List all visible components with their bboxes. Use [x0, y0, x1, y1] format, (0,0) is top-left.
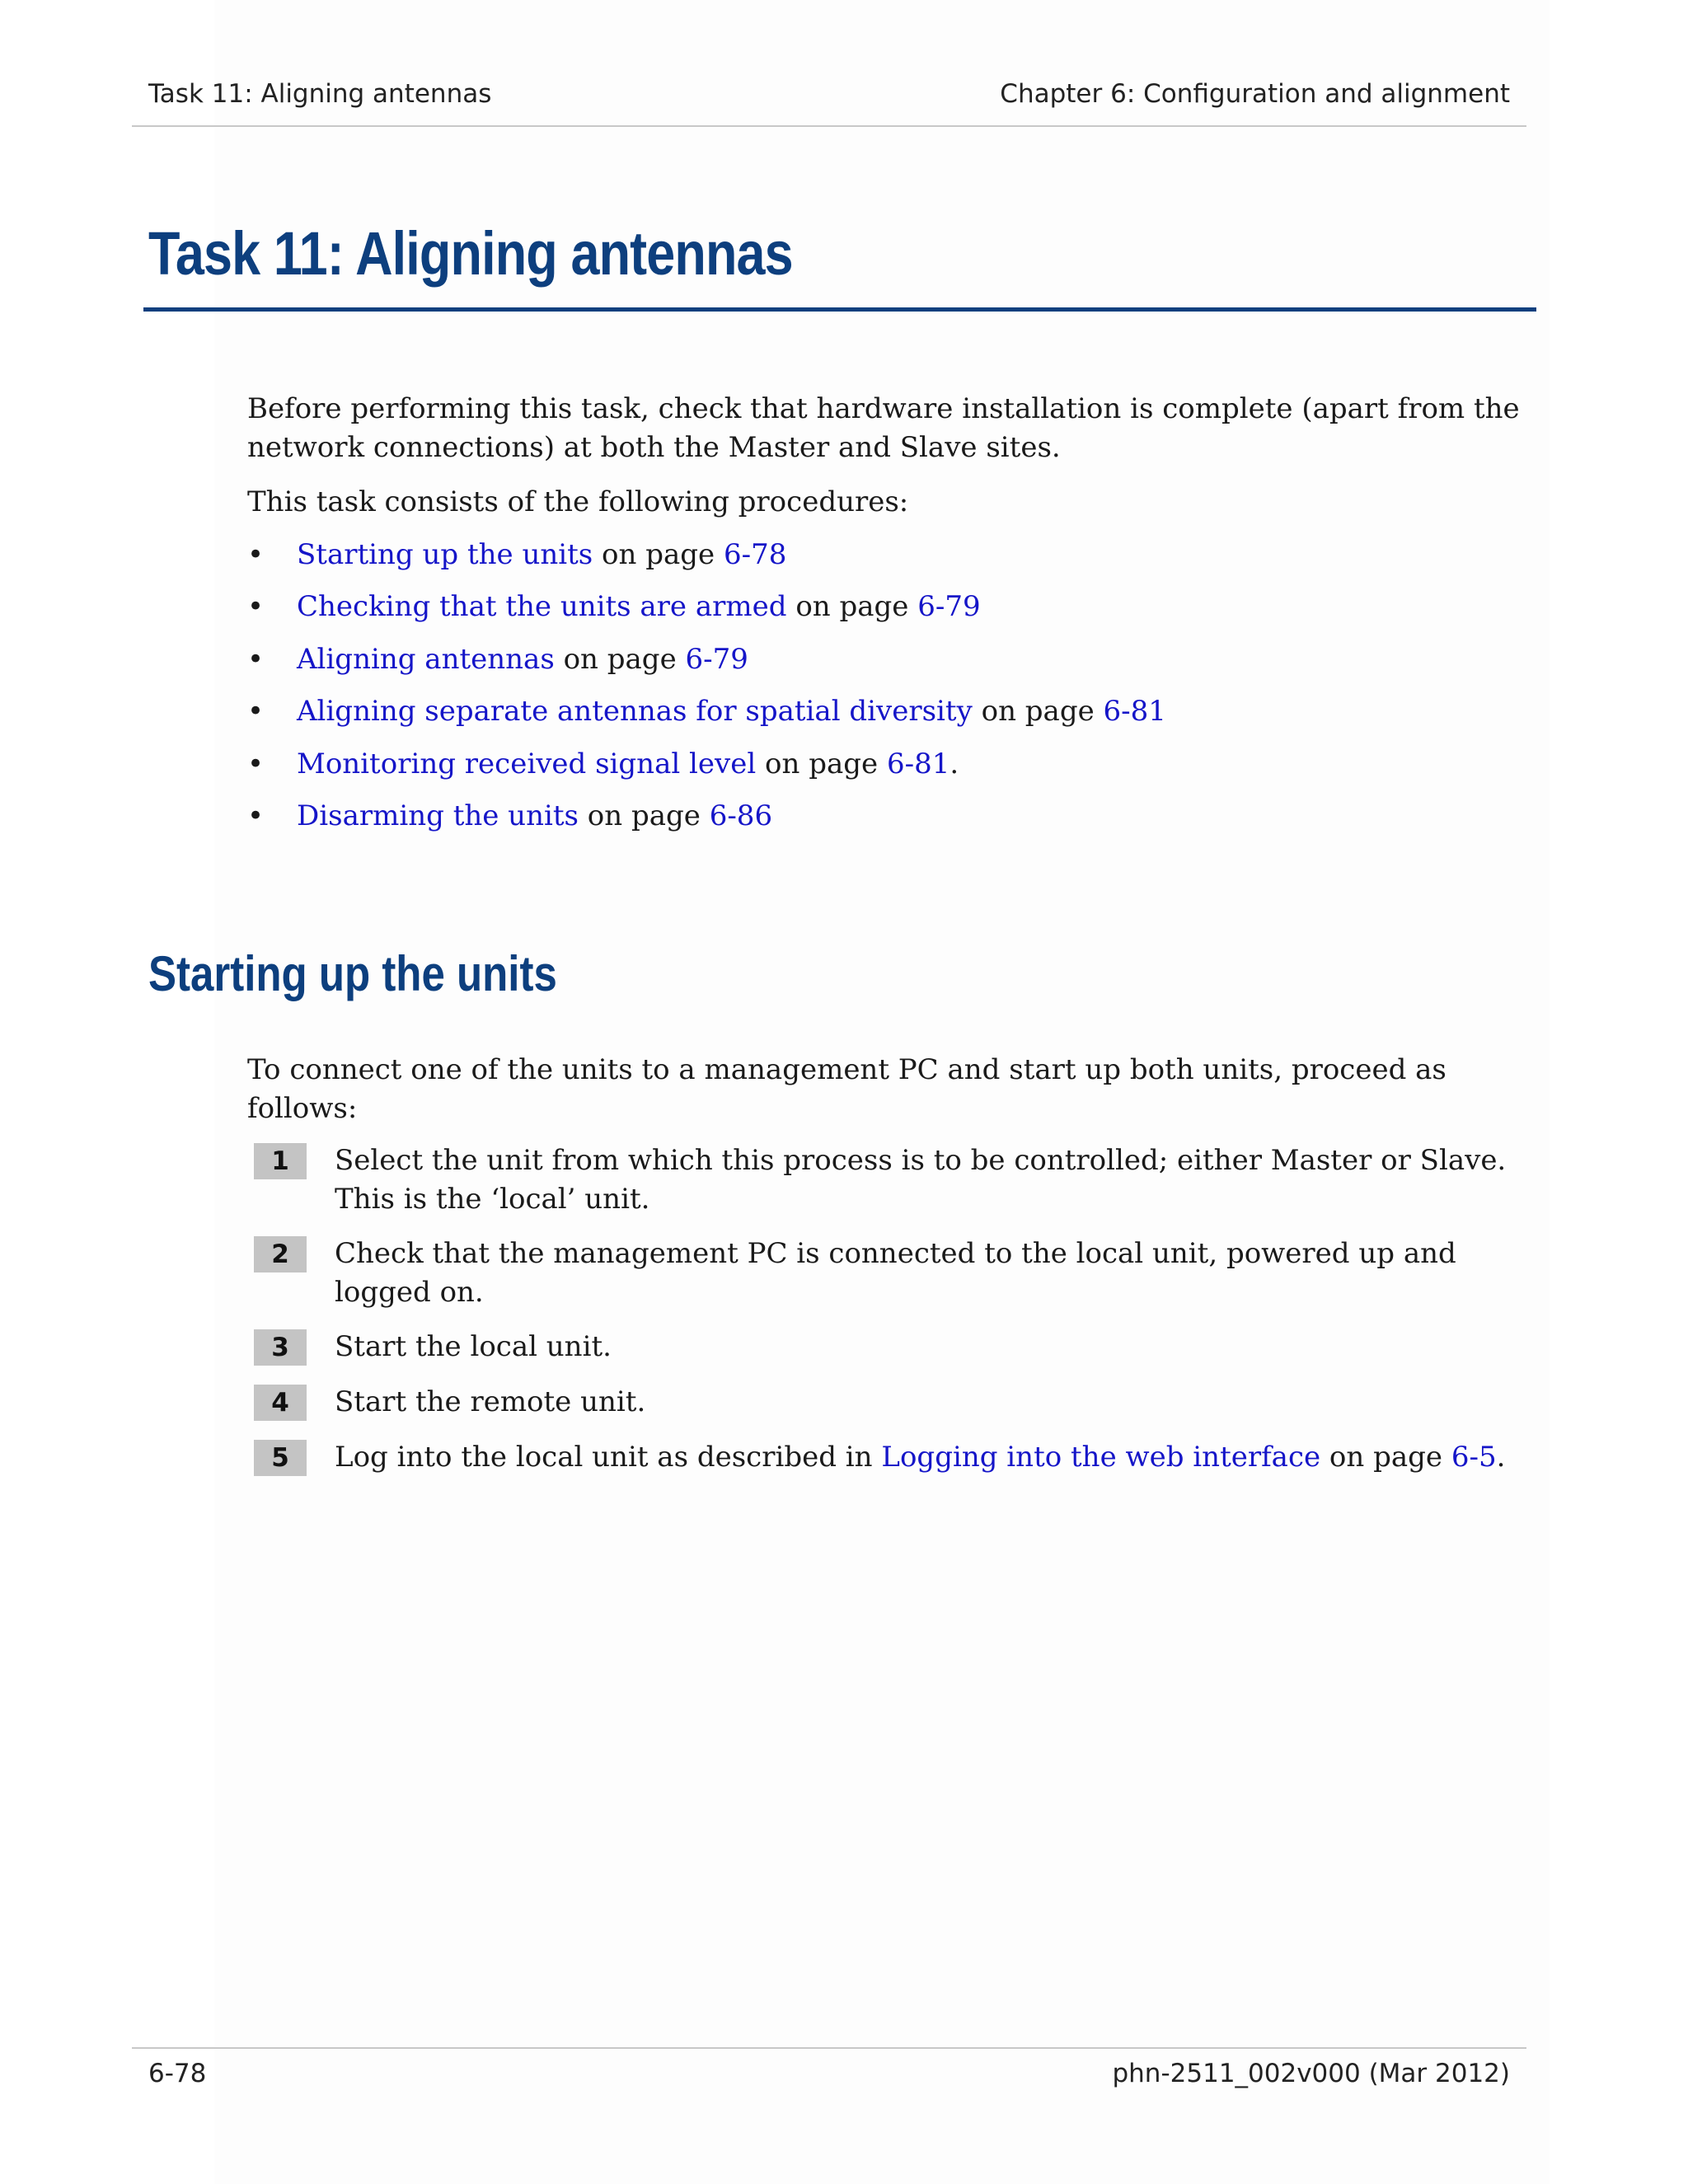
section-heading: Starting up the units — [148, 946, 557, 1001]
step-text: Start the remote unit. — [335, 1385, 646, 1418]
page-number: 6-78 — [148, 2059, 207, 2088]
procedures-intro: This task consists of the following procedures: — [247, 485, 909, 518]
page-ref-text: on page — [972, 695, 1104, 729]
step-text: Select the unit from which this process is to be controlled; either Master or Slave. This is the ‘local’ unit. — [335, 1144, 1507, 1216]
page-ref-text: on page — [1320, 1441, 1451, 1474]
bullet-icon: • — [247, 642, 265, 676]
procedure-link[interactable]: Aligning antennas — [297, 642, 555, 676]
bullet-icon: • — [247, 799, 265, 832]
document-id: phn-2511_002v000 (Mar 2012) — [1112, 2059, 1510, 2088]
step-text: Log into the local unit as described in — [335, 1441, 882, 1474]
bullet-icon: • — [247, 747, 265, 780]
list-item — [247, 795, 1517, 847]
list-item — [247, 691, 1517, 743]
item-end: . — [950, 747, 959, 780]
bullet-icon: • — [247, 538, 265, 571]
step-item — [254, 1328, 1531, 1383]
step-item — [254, 1438, 1531, 1493]
step-list — [254, 1141, 1531, 1493]
title-underline — [143, 307, 1536, 312]
step-text: Check that the management PC is connected to the local unit, powered up and logged on. — [335, 1237, 1456, 1309]
page-ref-text: on page — [756, 747, 887, 780]
procedure-link[interactable]: Starting up the units — [297, 538, 593, 571]
step-number-badge: 1 — [254, 1143, 307, 1179]
running-header-left: Task 11: Aligning antennas — [148, 79, 492, 109]
step-item — [254, 1141, 1531, 1235]
procedure-link[interactable]: Checking that the units are armed — [297, 590, 787, 624]
item-end: . — [1496, 1441, 1506, 1474]
page-link[interactable]: 6-79 — [685, 642, 748, 676]
page-title: Task 11: Aligning antennas — [148, 219, 793, 288]
page-ref-text: on page — [593, 538, 724, 571]
page-ref-text: on page — [786, 590, 918, 624]
running-header-right: Chapter 6: Configuration and alignment — [1000, 79, 1510, 109]
step-number-badge: 2 — [254, 1236, 307, 1272]
cross-reference-link[interactable]: Logging into the web interface — [881, 1441, 1321, 1474]
procedure-link[interactable]: Monitoring received signal level — [297, 747, 757, 780]
footer-divider — [132, 2047, 1526, 2049]
procedure-link[interactable]: Aligning separate antennas for spatial diversity — [297, 695, 973, 729]
procedure-link[interactable]: Disarming the units — [297, 799, 579, 832]
step-item — [254, 1235, 1531, 1328]
list-item — [247, 534, 1517, 586]
page-link[interactable]: 6-81 — [886, 747, 950, 780]
step-number-badge: 5 — [254, 1440, 307, 1476]
list-item — [247, 639, 1517, 691]
page-link[interactable]: 6-86 — [709, 799, 773, 832]
section-intro: To connect one of the units to a management PC and start up both units, proceed as follows: — [247, 1053, 1447, 1125]
page-link[interactable]: 6-81 — [1103, 695, 1166, 729]
page-link[interactable]: 6-78 — [723, 538, 787, 571]
step-number-badge: 3 — [254, 1329, 307, 1366]
step-number-badge: 4 — [254, 1385, 307, 1421]
bullet-icon: • — [247, 590, 265, 624]
procedure-list — [247, 534, 1517, 847]
step-text: Start the local unit. — [335, 1330, 612, 1363]
page-link[interactable]: 6-5 — [1451, 1441, 1497, 1474]
step-item — [254, 1383, 1531, 1438]
list-item — [247, 743, 1517, 795]
list-item — [247, 586, 1517, 638]
page-ref-text: on page — [554, 642, 686, 676]
page-ref-text: on page — [578, 799, 710, 832]
bullet-icon: • — [247, 695, 265, 729]
page-link[interactable]: 6-79 — [917, 590, 981, 624]
intro-paragraph: Before performing this task, check that hardware installation is complete (apart from the network connections) at both the Master and Slave sites. — [247, 392, 1520, 464]
header-divider — [132, 125, 1526, 127]
